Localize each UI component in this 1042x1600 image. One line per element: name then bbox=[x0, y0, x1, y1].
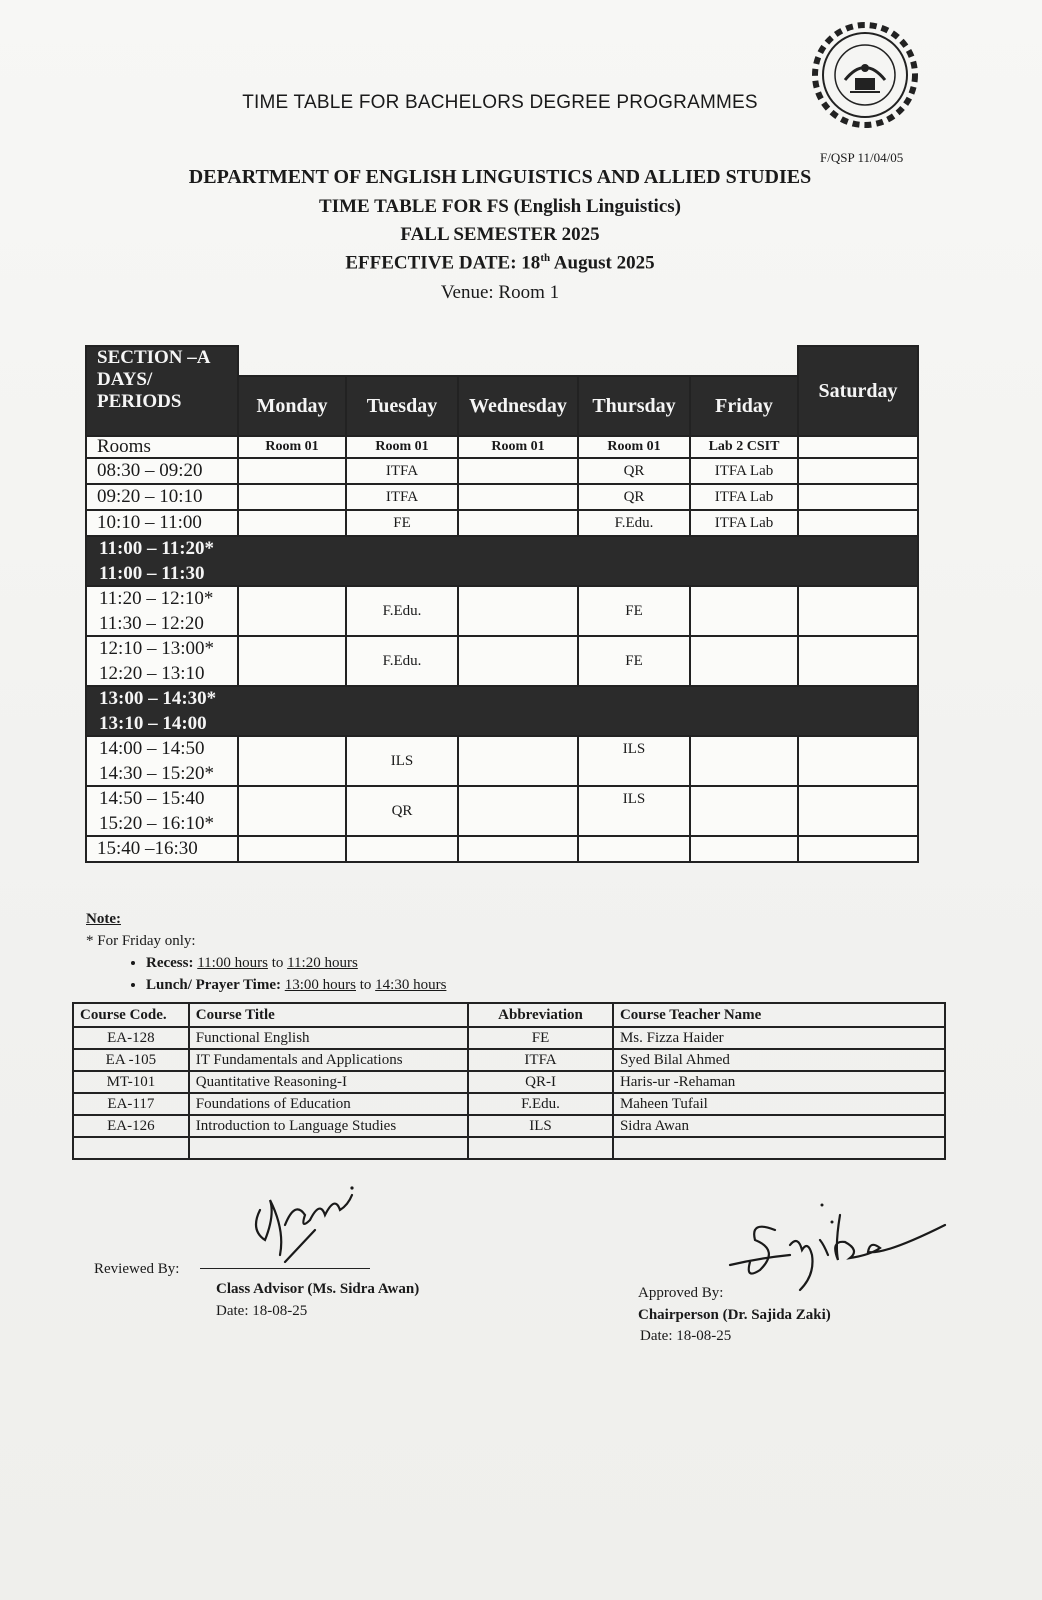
room-cell: Room 01 bbox=[577, 435, 691, 459]
class-cell: ILS bbox=[577, 735, 691, 787]
reviewer-signature bbox=[240, 1170, 370, 1265]
class-cell bbox=[797, 635, 919, 687]
class-cell: QR bbox=[345, 785, 459, 837]
timetable-grid bbox=[85, 345, 917, 880]
class-cell bbox=[457, 585, 579, 637]
reviewer-name: Class Advisor (Ms. Sidra Awan) bbox=[216, 1281, 420, 1297]
approver-signature bbox=[720, 1200, 960, 1295]
break-time-text: 11:00 – 11:20* bbox=[99, 538, 215, 559]
course-table-cell: MT-101 bbox=[73, 1071, 189, 1093]
class-cell bbox=[457, 835, 579, 863]
course-table-cell: Haris-ur -Rehaman bbox=[613, 1071, 945, 1093]
class-cell bbox=[689, 835, 799, 863]
semester-heading: FALL SEMESTER 2025 bbox=[400, 224, 600, 245]
room-cell bbox=[797, 435, 919, 459]
class-cell bbox=[797, 785, 919, 837]
class-cell bbox=[797, 483, 919, 511]
note-title: Note: bbox=[86, 911, 121, 927]
period-time-cell: 08:30 – 09:20 bbox=[85, 457, 239, 485]
class-cell bbox=[457, 457, 579, 485]
class-cell bbox=[457, 483, 579, 511]
room-cell: Room 01 bbox=[345, 435, 459, 459]
section-header-text: PERIODS bbox=[97, 391, 182, 412]
period-time-text: 15:20 – 16:10* bbox=[99, 813, 215, 834]
course-table-cell: EA-126 bbox=[73, 1115, 189, 1137]
day-header-tuesday: Tuesday bbox=[345, 375, 459, 437]
class-cell bbox=[689, 635, 799, 687]
class-cell bbox=[457, 735, 579, 787]
class-cell: F.Edu. bbox=[345, 635, 459, 687]
period-time-cell bbox=[85, 785, 239, 837]
course-table-cell: F.Edu. bbox=[468, 1093, 613, 1115]
class-cell bbox=[237, 509, 347, 537]
university-seal-logo bbox=[810, 20, 920, 130]
class-cell: F.Edu. bbox=[345, 585, 459, 637]
class-cell bbox=[345, 835, 459, 863]
day-header-wednesday: Wednesday bbox=[457, 375, 579, 437]
room-cell: Lab 2 CSIT bbox=[689, 435, 799, 459]
break-row bbox=[85, 535, 919, 587]
class-cell bbox=[237, 735, 347, 787]
lunch-note: • Lunch/ Prayer Time: 13:00 hours to 14:30 hours bbox=[146, 974, 446, 996]
class-cell bbox=[689, 735, 799, 787]
day-header-saturday: Saturday bbox=[797, 345, 919, 437]
reviewer-date: Date: 18-08-25 bbox=[216, 1303, 308, 1319]
department-heading: DEPARTMENT OF ENGLISH LINGUISTICS AND ALLIED STUDIES bbox=[188, 166, 812, 188]
course-table-cell: Ms. Fizza Haider bbox=[613, 1027, 945, 1049]
course-table-cell: FE bbox=[468, 1027, 613, 1049]
period-time-cell: 15:40 –16:30 bbox=[85, 835, 239, 863]
class-cell bbox=[689, 785, 799, 837]
class-cell: FE bbox=[345, 509, 459, 537]
period-time-cell: 10:10 – 11:00 bbox=[85, 509, 239, 537]
course-table-cell: Quantitative Reasoning-I bbox=[189, 1071, 468, 1093]
class-cell bbox=[237, 483, 347, 511]
course-table-cell bbox=[613, 1137, 945, 1159]
effective-date-heading: EFFECTIVE DATE: 18th August 2025 bbox=[345, 252, 655, 274]
class-cell bbox=[457, 785, 579, 837]
course-table-cell: Introduction to Language Studies bbox=[189, 1115, 468, 1137]
approver-date: Date: 18-08-25 bbox=[640, 1328, 732, 1344]
course-table-header: Course Title bbox=[189, 1003, 468, 1027]
class-cell bbox=[797, 457, 919, 485]
class-cell bbox=[237, 457, 347, 485]
period-time-cell bbox=[85, 585, 239, 637]
table-row bbox=[73, 1071, 945, 1093]
class-cell bbox=[457, 509, 579, 537]
course-table-cell: EA-117 bbox=[73, 1093, 189, 1115]
course-table-cell bbox=[468, 1137, 613, 1159]
room-cell: Room 01 bbox=[237, 435, 347, 459]
room-cell: Room 01 bbox=[457, 435, 579, 459]
course-table-cell bbox=[189, 1137, 468, 1159]
section-header-text: DAYS/ bbox=[97, 369, 153, 390]
period-time-cell: 09:20 – 10:10 bbox=[85, 483, 239, 511]
venue-heading: Venue: Room 1 bbox=[440, 282, 560, 303]
class-cell: QR bbox=[577, 457, 691, 485]
note-line: * For Friday only: bbox=[86, 933, 196, 949]
course-table-cell: Functional English bbox=[189, 1027, 468, 1049]
day-header-friday: Friday bbox=[689, 375, 799, 437]
section-header-text: SECTION –A bbox=[97, 347, 211, 368]
class-cell: QR bbox=[577, 483, 691, 511]
class-cell bbox=[797, 735, 919, 787]
course-table-header: Course Teacher Name bbox=[613, 1003, 945, 1027]
class-cell bbox=[689, 585, 799, 637]
document-code: F/QSP 11/04/05 bbox=[820, 150, 904, 165]
table-row bbox=[73, 1093, 945, 1115]
day-header-thursday: Thursday bbox=[577, 375, 691, 437]
table-row bbox=[73, 1049, 945, 1071]
section-header-cell bbox=[85, 345, 239, 437]
class-cell bbox=[237, 835, 347, 863]
course-table-header: Course Code. bbox=[73, 1003, 189, 1027]
class-cell: ITFA Lab bbox=[689, 483, 799, 511]
course-table-cell: Foundations of Education bbox=[189, 1093, 468, 1115]
period-time-cell bbox=[85, 635, 239, 687]
period-time-cell bbox=[85, 735, 239, 787]
course-table-cell: ITFA bbox=[468, 1049, 613, 1071]
table-row bbox=[73, 1027, 945, 1049]
class-cell bbox=[457, 635, 579, 687]
class-cell: ITFA bbox=[345, 457, 459, 485]
day-header-monday: Monday bbox=[237, 375, 347, 437]
class-cell bbox=[237, 585, 347, 637]
course-table-cell: Maheen Tufail bbox=[613, 1093, 945, 1115]
break-time-text: 13:10 – 14:00 bbox=[99, 713, 207, 734]
class-cell bbox=[797, 835, 919, 863]
class-cell bbox=[237, 635, 347, 687]
period-time-text: 14:30 – 15:20* bbox=[99, 763, 215, 784]
break-time-text: 11:00 – 11:30 bbox=[99, 563, 205, 584]
period-time-text: 12:10 – 13:00* bbox=[99, 638, 215, 659]
class-cell: ITFA Lab bbox=[689, 457, 799, 485]
break-time-text: 13:00 – 14:30* bbox=[99, 688, 217, 709]
class-cell bbox=[797, 585, 919, 637]
class-cell: ILS bbox=[577, 785, 691, 837]
course-table-cell: ILS bbox=[468, 1115, 613, 1137]
table-row bbox=[73, 1137, 945, 1159]
course-table-cell bbox=[73, 1137, 189, 1159]
class-cell: ITFA bbox=[345, 483, 459, 511]
recess-note: • Recess: 11:00 hours to 11:20 hours bbox=[146, 952, 446, 974]
rooms-label: Rooms bbox=[85, 435, 239, 459]
class-cell: FE bbox=[577, 585, 691, 637]
note-section bbox=[86, 908, 446, 996]
course-table bbox=[72, 1002, 946, 1160]
class-cell: ILS bbox=[345, 735, 459, 787]
table-row bbox=[73, 1115, 945, 1137]
class-cell bbox=[237, 785, 347, 837]
course-table-cell: Sidra Awan bbox=[613, 1115, 945, 1137]
reviewer-signature-line bbox=[200, 1268, 370, 1269]
break-row bbox=[85, 685, 919, 737]
class-cell bbox=[577, 835, 691, 863]
period-time-text: 11:20 – 12:10* bbox=[99, 588, 214, 609]
class-cell: FE bbox=[577, 635, 691, 687]
period-time-text: 12:20 – 13:10 bbox=[99, 663, 205, 684]
program-heading: TIME TABLE FOR FS (English Linguistics) bbox=[319, 196, 681, 217]
period-time-text: 14:50 – 15:40 bbox=[99, 788, 205, 809]
course-table-cell: Syed Bilal Ahmed bbox=[613, 1049, 945, 1071]
class-cell: F.Edu. bbox=[577, 509, 691, 537]
approver-name: Chairperson (Dr. Sajida Zaki) bbox=[638, 1307, 831, 1323]
class-cell: ITFA Lab bbox=[689, 509, 799, 537]
period-time-text: 11:30 – 12:20 bbox=[99, 613, 204, 634]
class-cell bbox=[797, 509, 919, 537]
course-table-header: Abbreviation bbox=[468, 1003, 613, 1027]
course-table-cell: EA -105 bbox=[73, 1049, 189, 1071]
course-table-cell: EA-128 bbox=[73, 1027, 189, 1049]
course-table-cell: IT Fundamentals and Applications bbox=[189, 1049, 468, 1071]
course-table-cell: QR-I bbox=[468, 1071, 613, 1093]
approved-by-label: Approved By: bbox=[638, 1285, 724, 1301]
page-top-title: TIME TABLE FOR BACHELORS DEGREE PROGRAMMES bbox=[242, 92, 758, 113]
reviewed-by-label: Reviewed By: bbox=[94, 1261, 180, 1277]
period-time-text: 14:00 – 14:50 bbox=[99, 738, 205, 759]
